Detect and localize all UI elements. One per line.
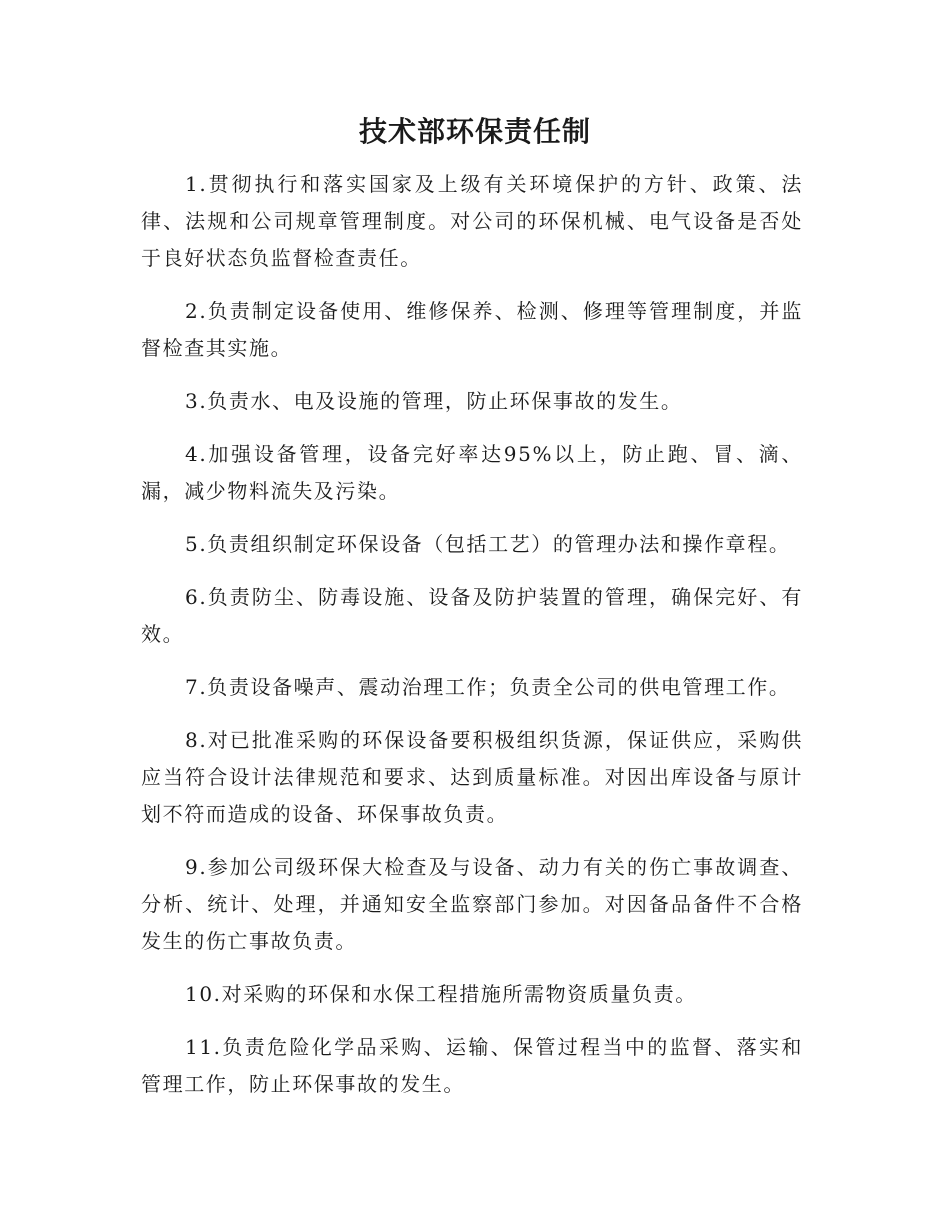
document-title: 技术部环保责任制 [358, 115, 591, 148]
paragraph-5: 5.负责组织制定环保设备（包括工艺）的管理办法和操作章程。 [185, 532, 791, 556]
paragraph-4: 4.加强设备管理，设备完好率达95%以上，防止跑、冒、滴、漏，减少物料流失及污染。 [141, 442, 803, 503]
document-body [141, 166, 803, 1119]
paragraph-7: 7.负责设备噪声、震动治理工作；负责全公司的供电管理工作。 [185, 675, 791, 699]
paragraph-11: 11.负责危险化学品采购、运输、保管过程当中的监督、落实和管理工作，防止环保事故的发生。 [141, 1035, 803, 1096]
paragraph-2: 2.负责制定设备使用、维修保养、检测、修理等管理制度，并监督检查其实施。 [141, 299, 803, 360]
paragraph-1: 1.贯彻执行和落实国家及上级有关环境保护的方针、政策、法律、法规和公司规章管理制度。对公司的环保机械、电气设备是否处于良好状态负监督检查责任。 [141, 172, 803, 270]
paragraph-6: 6.负责防尘、防毒设施、设备及防护装置的管理，确保完好、有效。 [141, 585, 803, 646]
paragraph-9: 9.参加公司级环保大检查及与设备、动力有关的伤亡事故调查、分析、统计、处理，并通知安全监察部门参加。对因备品备件不合格发生的伤亡事故负责。 [141, 855, 803, 953]
paragraph-10: 10.对采购的环保和水保工程措施所需物资质量负责。 [185, 982, 697, 1006]
paragraph-8: 8.对已批准采购的环保设备要积极组织货源，保证供应，采购供应当符合设计法律规范和要求、达到质量标准。对因出库设备与原计划不符而造成的设备、环保事故负责。 [141, 728, 803, 826]
paragraph-3: 3.负责水、电及设施的管理，防止环保事故的发生。 [185, 389, 683, 413]
